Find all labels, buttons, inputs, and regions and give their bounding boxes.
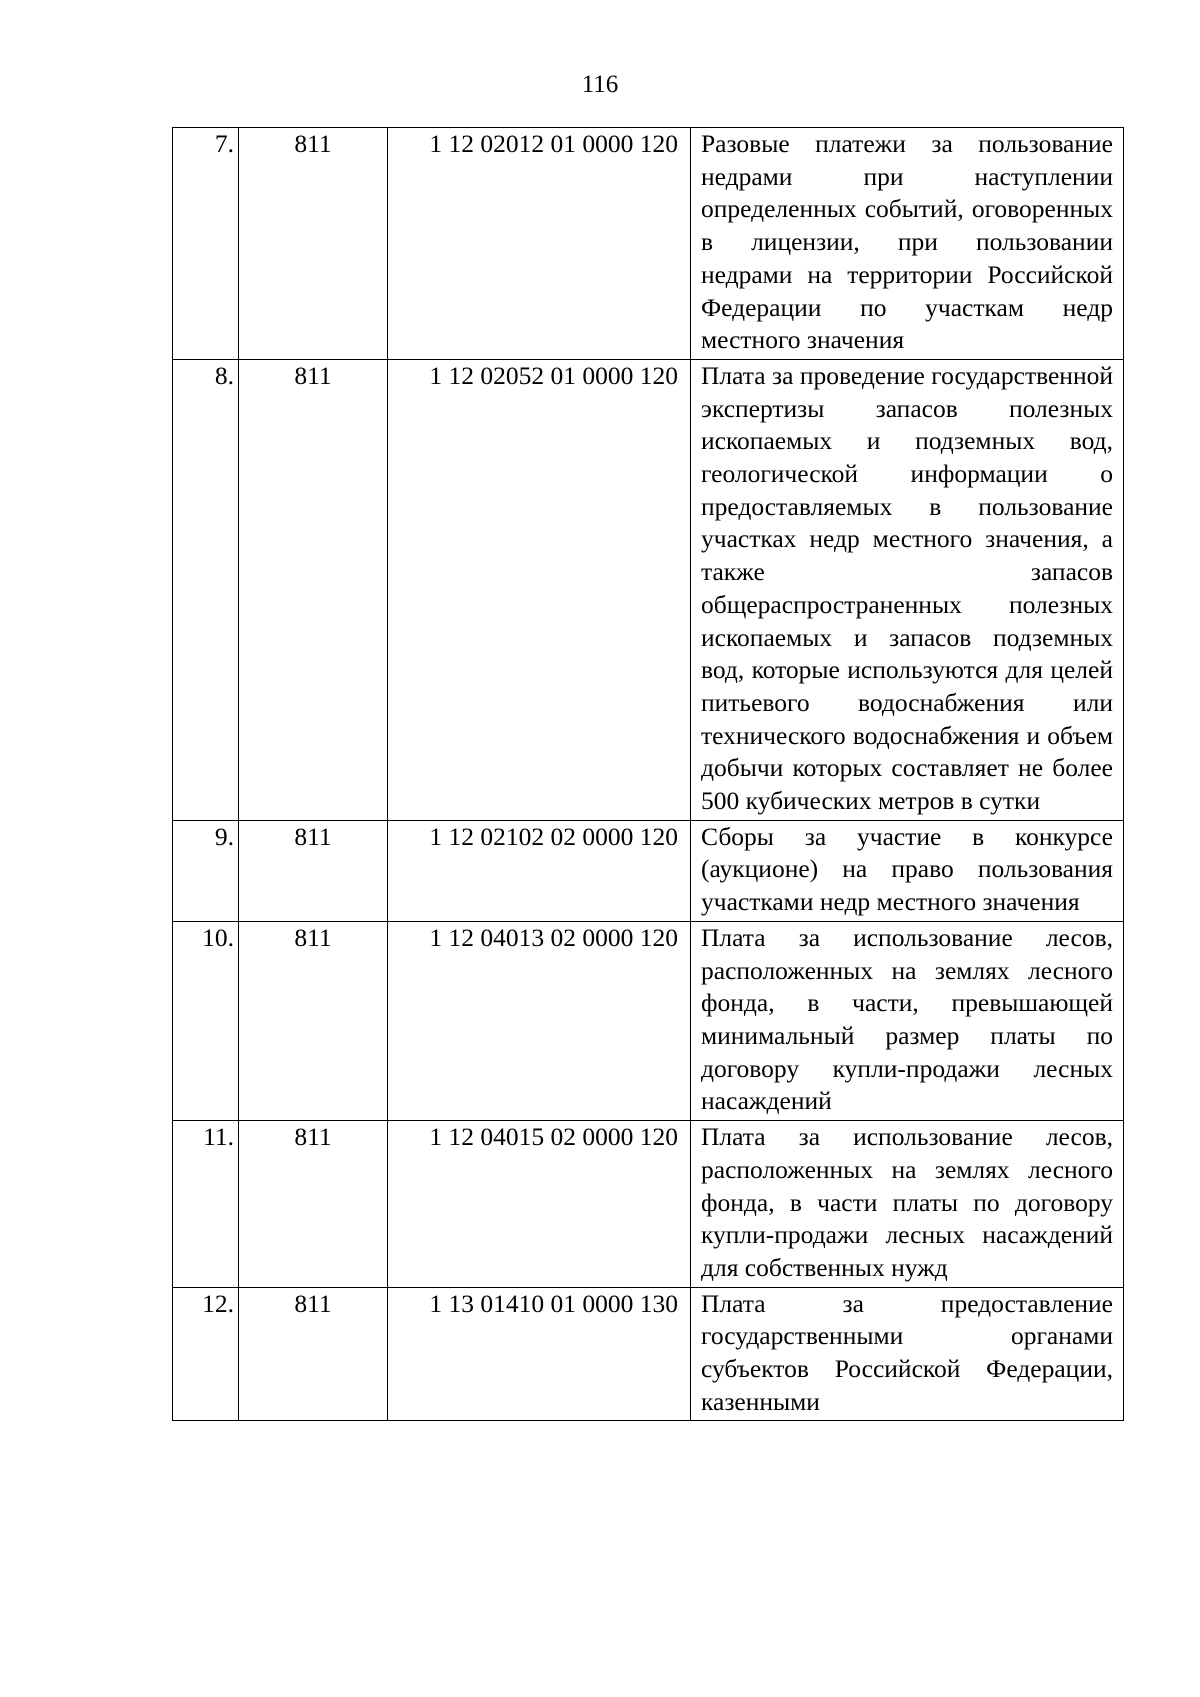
revenue-name: Плата за использование лесов, расположенных на землях лесного фонда, в части платы по договору купли-продажи лесных насаждений для собственных нужд [691, 1121, 1124, 1288]
row-number: 7. [173, 128, 239, 360]
revenue-name: Плата за использование лесов, расположенных на землях лесного фонда, в части, превышающей минимальный размер платы по договору купли-продажи лесных насаждений [691, 921, 1124, 1120]
row-number: 10. [173, 921, 239, 1120]
revenue-codes-table [172, 127, 1124, 1421]
revenue-code: 1 12 02012 01 0000 120 [388, 128, 691, 360]
revenue-name: Сборы за участие в конкурсе (аукционе) на право пользования участками недр местного значения [691, 820, 1124, 921]
row-number: 12. [173, 1287, 239, 1421]
administrator-code: 811 [239, 359, 388, 820]
table-row [173, 128, 1124, 360]
table-row [173, 1121, 1124, 1288]
revenue-name: Разовые платежи за пользование недрами при наступлении определенных событий, оговоренных в лицензии, при пользовании недрами на территории Российской Федерации по участкам недр местного значения [691, 128, 1124, 360]
row-number: 8. [173, 359, 239, 820]
revenue-code: 1 12 04015 02 0000 120 [388, 1121, 691, 1288]
table-row [173, 1287, 1124, 1421]
row-number: 11. [173, 1121, 239, 1288]
table-row [173, 820, 1124, 921]
row-number: 9. [173, 820, 239, 921]
revenue-code: 1 12 04013 02 0000 120 [388, 921, 691, 1120]
administrator-code: 811 [239, 820, 388, 921]
revenue-code: 1 12 02102 02 0000 120 [388, 820, 691, 921]
table-row [173, 359, 1124, 820]
table-row [173, 921, 1124, 1120]
revenue-name: Плата за проведение государственной экспертизы запасов полезных ископаемых и подземных вод, геологической информации о предоставляемых в пользование участках недр местного значения, а также запасов общераспространенных полезных ископаемых и запасов подземных вод, которые используются для целей питьевого водоснабжения или технического водоснабжения и объем добычи которых составляет не более 500 кубических метров в сутки [691, 359, 1124, 820]
administrator-code: 811 [239, 128, 388, 360]
administrator-code: 811 [239, 921, 388, 1120]
administrator-code: 811 [239, 1287, 388, 1421]
revenue-code: 1 13 01410 01 0000 130 [388, 1287, 691, 1421]
revenue-code: 1 12 02052 01 0000 120 [388, 359, 691, 820]
revenue-name: Плата за предоставление государственными органами субъектов Российской Федерации, казенными [691, 1287, 1124, 1421]
page-number: 116 [581, 71, 619, 98]
administrator-code: 811 [239, 1121, 388, 1288]
